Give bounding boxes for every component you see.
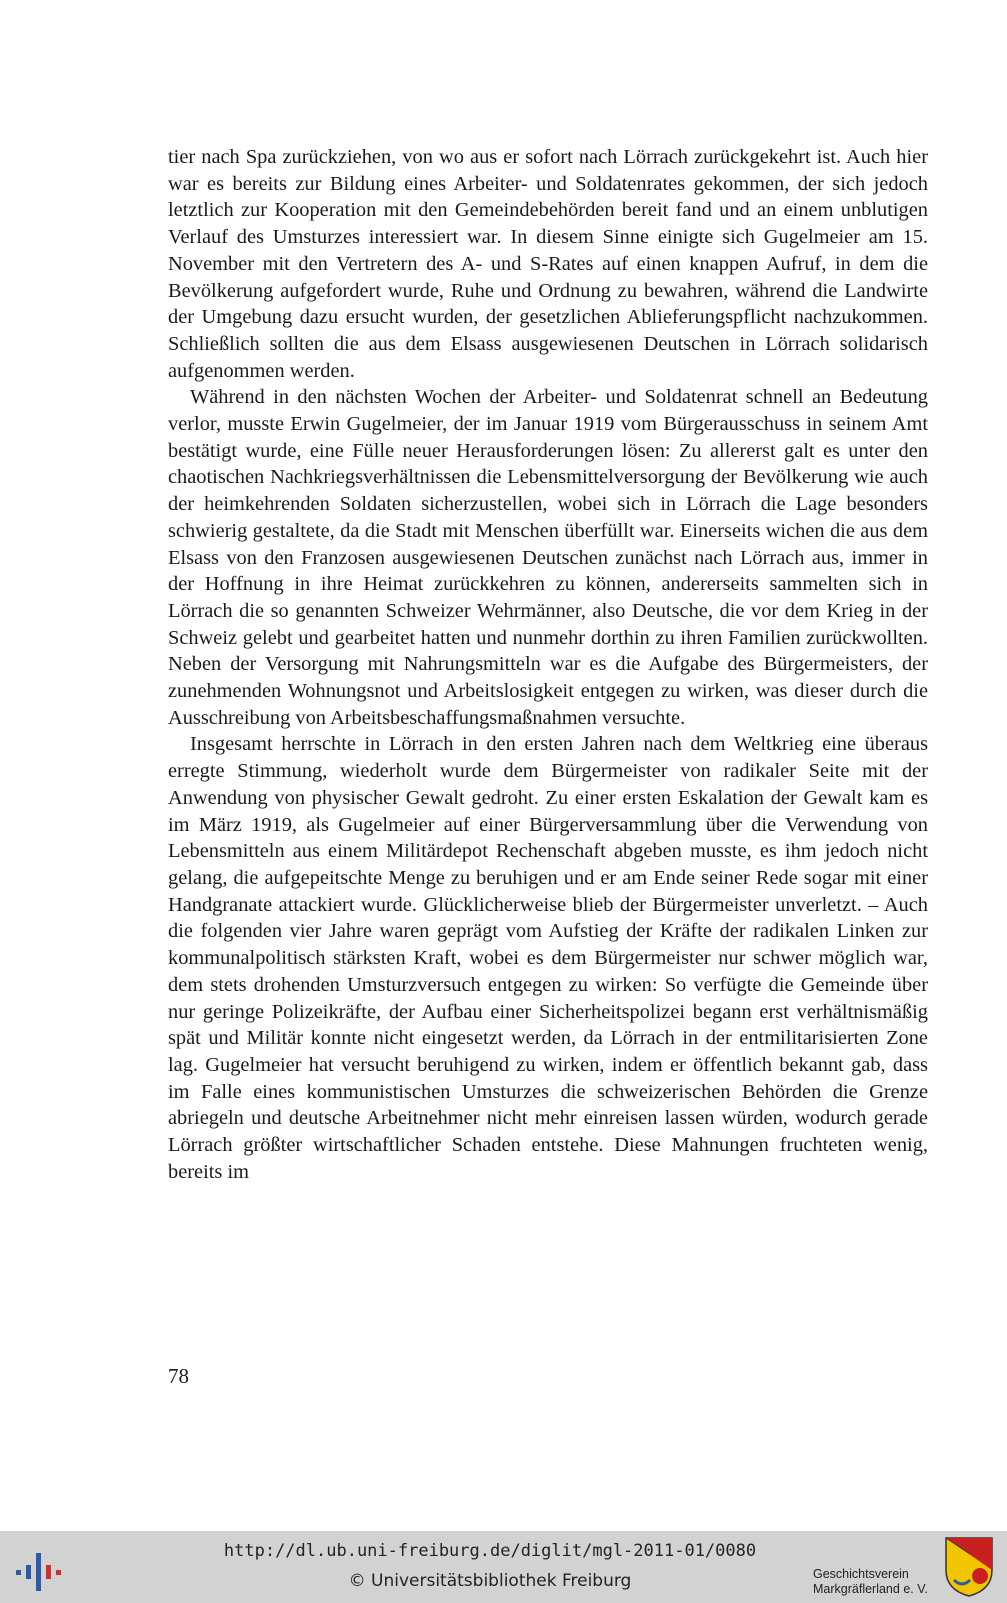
paragraph-3: Insgesamt herrschte in Lörrach in den ersten Jahren nach dem Weltkrieg eine überaus erregte Stimmung, wiederholt wurde dem Bürgermeister von radikaler Seite mit der Anwendung von physischer Gewalt gedroht. Zu einer ersten Eskalation der Gewalt kam es im März 1919, als Gugelmeier auf einer Bürgerversammlung über die Verwendung von Lebensmitteln aus einem Militärdepot Rechenschaft abgeben musste, es ihm jedoch nicht gelang, die aufgepeitschte Menge zu beruhigen und er am Ende seiner Rede sogar mit einer Handgranate attackiert wurde. Glücklicherweise blieb der Bürgermeister unverletzt. – Auch die folgenden vier Jahre waren geprägt vom Aufstieg der Kräfte der radikalen Linken zur kommunalpolitisch stärksten Kraft, wobei es dem Bürgermeister nur schwer möglich war, dem stets drohenden Umsturzversuch entgegen zu wirken: So verfügte die Gemeinde über nur geringe Polizeikräfte, der Aufbau einer Sicherheitspolizei begann erst verhältnismäßig spät und Militär konnte nicht eingesetzt werden, da Lörrach in der entmilitarisierten Zone lag. Gugelmeier hat versucht beruhigend zu wirken, indem er öffentlich bekannt gab, dass im Falle eines kommunistischen Umsturzes die schweizerischen Behörden die Grenze abriegeln und deutsche Arbeitnehmer nicht mehr einreisen lassen würden, wodurch gerade Lörrach größter wirtschaftlicher Schaden entstehe. Diese Mahnungen fruchteten wenig, bereits im [168,733,928,1183]
footer-url-link[interactable]: http://dl.ub.uni-freiburg.de/diglit/mgl-2011-01/0080 [223,1541,757,1561]
markgraeflerland-crest-icon [944,1536,994,1598]
page-number: 78 [168,1364,189,1388]
publisher-line-2: Markgräflerland e. V. [813,1582,928,1596]
publisher-line-1: Geschichtsverein [813,1567,909,1581]
publisher-name [813,1567,928,1597]
body-text [168,144,928,1185]
footer-bar [0,1531,1007,1603]
paragraph-1: tier nach Spa zurückziehen, von wo aus er sofort nach Lörrach zurückgekehrt ist. Auch hier war es bereits zur Bildung eines Arbeiter- und Soldatenrates gekommen, der sich jedoch letztlich zur Kooperation mit den Gemeindebehörden bereit fand und an einem unblutigen Verlauf des Umsturzes interessiert war. In diesem Sinne einigte sich Gugelmeier am 15. November mit den Vertretern des A- und S-Rates auf einen knappen Aufruf, in dem die Bevölkerung aufgefordert wurde, Ruhe und Ordnung zu bewahren, während die Landwirte der Umgebung dazu ersucht wurden, der gesetzlichen Ablieferungspflicht nachzukommen. Schließlich sollten die aus dem Elsass ausgewiesenen Deutschen in Lörrach solidarisch aufgenommen werden. [168,146,928,382]
paragraph-2: Während in den nächsten Wochen der Arbeiter- und Soldatenrat schnell an Bedeutung verlor, musste Erwin Gugelmeier, der im Januar 1919 vom Bürgerausschuss in seinem Amt bestätigt wurde, eine Fülle neuer Herausforderungen lösen: Zu allererst galt es unter den chaotischen Nachkriegsverhältnissen die Lebensmittelversorgung der Bevölkerung wie auch der heimkehrenden Soldaten sicherzustellen, wobei sich in Lörrach die Lage besonders schwierig gestaltete, da die Stadt mit Menschen überfüllt war. Einerseits wichen die aus dem Elsass von den Franzosen ausgewiesenen Deutschen zunächst nach Lörrach aus, immer in der Hoffnung in ihre Heimat zurückkehren zu können, andererseits sammelten sich in Lörrach die so genannten Schweizer Wehrmänner, also Deutsche, die vor dem Krieg in der Schweiz gelebt und gearbeitet hatten und nunmehr dorthin zu ihren Familien zurückwollten. Neben der Versorgung mit Nahrungsmitteln war es die Aufgabe des Bürgermeisters, der zunehmenden Wohnungsnot und Arbeitslosigkeit entgegen zu wirken, was dieser durch die Ausschreibung von Arbeitsbeschaffungsmaßnahmen versuchte. [168,386,928,729]
ub-freiburg-logo-icon [14,1551,64,1593]
footer-copyright: © Universitätsbibliothek Freiburg [348,1571,632,1591]
